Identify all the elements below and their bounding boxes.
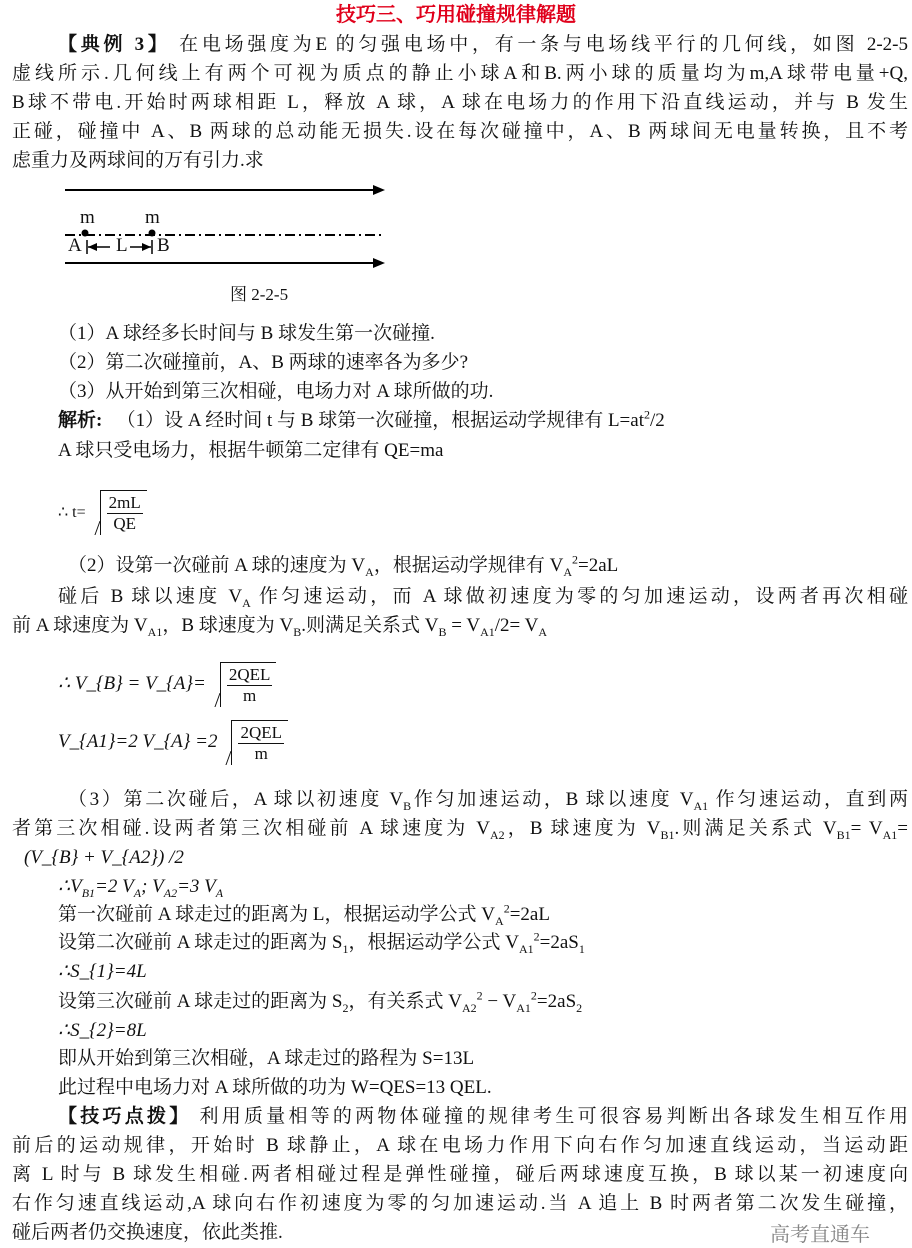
tip-line: 碰后两者仍交换速度，依此类推. [12,1222,283,1243]
problem-line: 虚线所示.几何线上有两个可视为质点的静止小球A和B.两小球的质量均为m,A球带电量+Q, [12,63,908,84]
problem-line: 【典例 3】 在电场强度为E 的匀强电场中，有一条与电场线平行的几何线，如图 2-2-5 [58,34,908,55]
solution-line: (V_{B} + V_{A2}) /2 [24,847,184,868]
formula-t: ∴ t= $\frac{2mL}{QE}$ [58,490,147,535]
watermark: 高考直通车 [770,1222,870,1246]
solution-line: $\therefore V_{B1}=2$ $V_A$; $V_{A2}=3$ $V_A$ [58,876,224,900]
mass-b-label: m [145,207,160,228]
solution-line: A 球只受电场力，根据牛顿第二定律有 QE=ma [58,440,444,461]
solution-line: 设第三次碰前 A 球走过的距离为 $S_2$，有关系式 $V_{A2}^2 - V_{A1}^2=2aS_2$ [58,988,583,1015]
figure-caption: 图 2-2-5 [230,285,289,304]
tip-line: 离 L 时与 B 球发生相碰.两者相碰过程是弹性碰撞，碰后两球速度互换，B 球以某一初速度向 [12,1164,908,1185]
formula-va1: V_{A1}=2 V_{A} =2 $\frac{\text{2QEL}}{m}$ [58,720,288,765]
tip-line: 【技巧点拨】 利用质量相等的两物体碰撞的规律考生可很容易判断出各球发生相互作用 [58,1106,908,1127]
tip-label: 【技巧点拨】 [58,1106,192,1127]
solution-line: 解析: （1）设 A 经时间 t 与 B 球第一次碰撞，根据运动学规律有 $L=at^2/2$ [58,407,665,431]
question-3: （3）从开始到第三次相碰，电场力对 A 球所做的功. [58,381,494,402]
solution-line: 前 A 球速度为 $V_{A1}$，B 球速度为 $V_B$.则满足关系式 $V_B = V_{A1}/2= V_A$ [12,615,548,639]
solution-line: （3）第二次碰后，A 球以初速度 $V_B$作匀加速运动，B 球以速度 $V_{A1}$ 作匀速运动，直到两 [68,789,908,813]
problem-line: 正碰，碰撞中 A、B 两球的总动能无损失.设在每次碰撞中，A、B 两球间无电量转换，且不考 [12,121,908,142]
ball-a [82,230,89,237]
example-label: 【典例 3】 [58,34,171,55]
solution-line: 设第二次碰前 A 球走过的距离为 $S_1$，根据运动学公式 $V_{A1}^2=2aS_1$ [58,929,585,956]
solution-line: ∴S_{1}=4L [58,961,147,982]
distance-label: L [116,235,128,256]
solution-label: 解析: [58,410,103,431]
solution-line: 第一次碰前 A 球走过的距离为 L，根据运动学公式 $V_A^2=2aL$ [58,901,550,928]
field-line-bottom [65,258,385,268]
figure-diagram [60,180,390,300]
solution-line: 者第三次相碰.设两者第三次相碰前 A 球速度为 $V_{A2}$，B 球速度为 $V_{B1}$.则满足关系式 $V_{B1}= V_{A1}=$ [12,818,908,842]
solution-line: 碰后 B 球以速度 $V_A$ 作匀速运动，而 A 球做初速度为零的匀加速运动，设两者再次相碰 [58,586,908,610]
solution-line: 即从开始到第三次相碰，A 球走过的路程为 S=13L [58,1048,475,1069]
ball-a-label: A [68,235,82,256]
question-2: （2）第二次碰撞前，A、B 两球的速率各为多少? [58,352,469,373]
field-line-top [65,185,385,195]
solution-line: ∴S_{2}=8L [58,1020,147,1041]
ball-b-label: B [157,235,170,256]
formula-va1-lhs: V_{A1}=2 V_{A} =2 [58,731,218,752]
mass-a-label: m [80,207,95,228]
formula-vb: ∴ V_{B} = V_{A}= $\frac{\text{2QEL}}{m}$ [58,662,276,707]
tip-line: 右作匀速直线运动,A 球向右作初速度为零的匀加速运动.当 A 追上 B 时两者第二次发生碰撞， [12,1193,908,1214]
question-1: （1）A 球经多长时间与 B 球发生第一次碰撞. [58,323,435,344]
tip-line: 前后的运动规律，开始时 B 球静止，A 球在电场力作用下向右作匀加速直线运动，当运动距 [12,1135,908,1156]
page-title: 技巧三、巧用碰撞规律解题 [336,4,576,26]
formula-vb-lhs: ∴ V_{B} = V_{A}= [58,673,206,694]
solution-line: （2）设第一次碰前 A 球的速度为 $V_A$，根据运动学规律有 $V_A^2=2aL$ [68,552,619,579]
ball-b [149,230,156,237]
problem-line: B球不带电.开始时两球相距 L，释放 A 球，A 球在电场力的作用下沿直线运动，并与 B 发生 [12,92,908,113]
problem-line: 虑重力及两球间的万有引力.求 [12,150,264,171]
solution-line: 此过程中电场力对 A 球所做的功为 W=QES=13 QEL. [58,1077,492,1098]
